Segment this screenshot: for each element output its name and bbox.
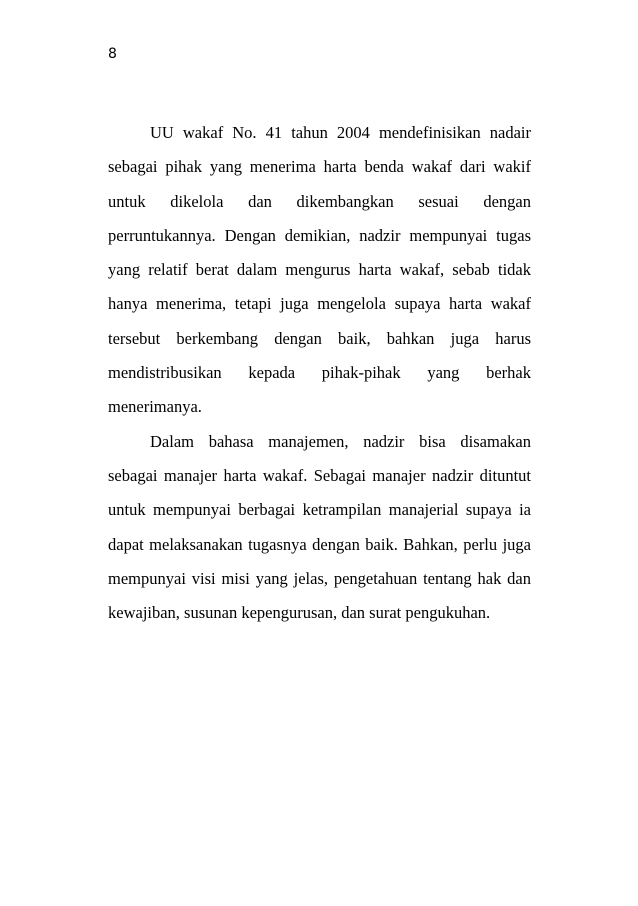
paragraph-1: UU wakaf No. 41 tahun 2004 mendefinisikan nadair sebagai pihak yang menerima harta benda wakaf dari wakif untuk dikelola dan dikembangkan sesuai dengan perruntukannya. Dengan demikian, nadzir mempunyai tugas yang relatif berat dalam mengurus harta wakaf, sebab tidak hanya menerima, tetapi juga mengelola supaya harta wakaf tersebut berkembang dengan baik, bahkan juga harus mendistribusikan kepada pihak-pihak yang berhak menerimanya. [108, 123, 531, 417]
body-text [108, 116, 531, 630]
page-number: 8 [108, 46, 117, 62]
paragraph-2: Dalam bahasa manajemen, nadzir bisa disamakan sebagai manajer harta wakaf. Sebagai manajer nadzir dituntut untuk mempunyai berbagai ketrampilan manajerial supaya ia dapat melaksanakan tugasnya dengan baik. Bahkan, perlu juga mempunyai visi misi yang jelas, pengetahuan tentang hak dan kewajiban, susunan kepengurusan, dan surat pengukuhan. [108, 431, 531, 623]
